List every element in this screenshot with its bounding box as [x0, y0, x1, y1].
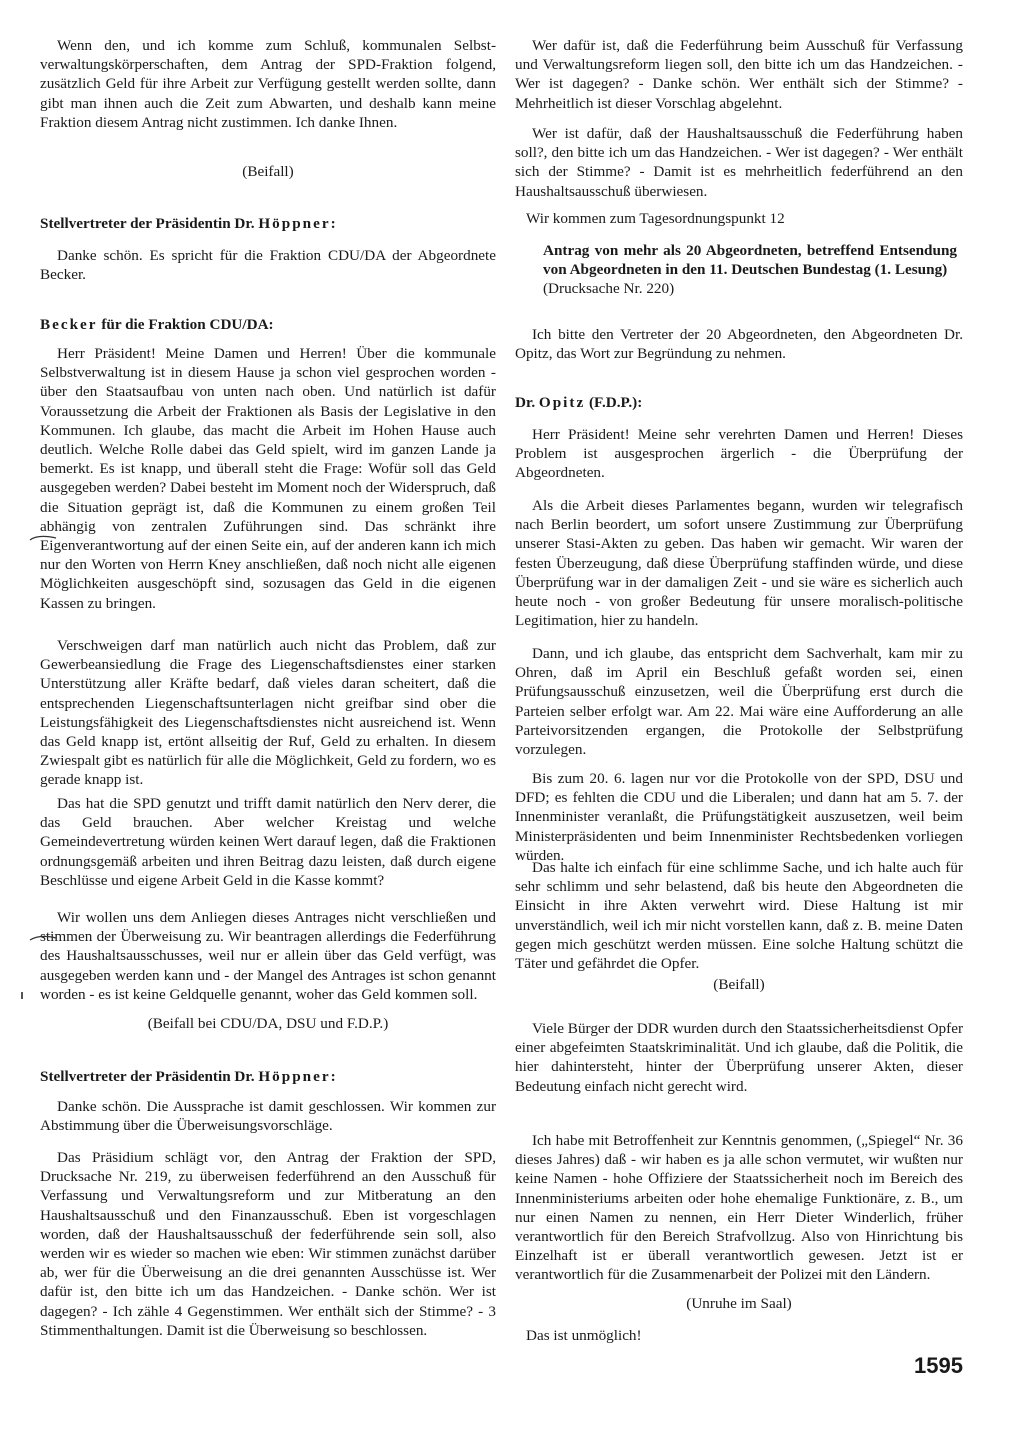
applause-note: (Beifall)	[242, 163, 294, 180]
paragraph: Verschweigen darf man natürlich auch nicht das Problem, daß zur Gewerbeansiedlung die Frage des Liegenschaftsdienstes einer starken Unterstützung aller Kräfte bedarf, daß vieles daran scheitert, daß die entsprechenden Liegenschaftsunterlagen nicht greifbar sind ober die Leistungsfähigkeit des Liegenschaftsdienstes nicht ausreichend ist. Wenn das Geld knapp ist, ertönt allseitig der Ruf, Geld zu erhalten. In diesem Zwiespalt gibt es natürlich für alle die Möglichkeit, Geld zu fordern, wo es gerade knapp ist.	[40, 637, 496, 789]
paragraph: Wenn den, und ich komme zum Schluß, kommunalen Selbst-verwaltungskörperschaften, dem Antrag der SPD-Fraktion folgend, zusätzlich Geld für ihre Arbeit zur Verfügung gestellt werden sollte, dann gibt man ihnen auch die Zeit zum Abwarten, und deshalb kann meine Fraktion diesem Antrag nicht zustimmen. Ich danke Ihnen.	[40, 37, 496, 131]
page-number: 1595	[914, 1353, 963, 1378]
paragraph: Wir wollen uns dem Anliegen dieses Antrages nicht verschließen und stimmen der Überweisung zu. Wir beantragen allerdings die Federführung des Haushaltsausschusses, weil nur er allein über das Geld verfügt, was ausgegeben werden kann und - der Mangel des Antrages ist schon genannt worden - es ist keine Geldquelle genannt, woher das Geld kommen soll.	[40, 909, 496, 1003]
margin-dot-mark	[18, 990, 26, 1002]
paragraph: Herr Präsident! Meine sehr verehrten Damen und Herren! Dieses Problem ist ausgesprochen ärgerlich - die Überprüfung der Abgeordneten.	[515, 426, 963, 482]
paragraph: Herr Präsident! Meine Damen und Herren! Über die kommunale Selbstverwaltung ist in diesem Hause ja schon viel gesprochen worden - über den Staatsaufbau von unten nach oben. Und natürlich ist dafür Voraussetzung die Arbeit der Fraktionen als Basis der Legislative in den Kommunen. Ich glaube, das macht die Arbeit im Hohen Hause auch deutlich. Welche Rolle dabei das Geld spielt, wird im ganzen Lande ja bemerkt. Es ist knapp, und überall steht die Frage: Wofür soll das Geld ausgegeben werden? Dabei besteht im Moment noch der Widerspruch, daß die Situation geprägt ist, daß die Kommunen zu einem großen Teil abhängig von zentralen Zuführungen sind. Das schränkt ihre Eigenverantwortung auf der einen Seite ein, auf der anderen kann ich mich nur den Worten von Herrn Kney anschließen, daß noch nicht alle eigenen Möglichkeiten ausgeschöpft sind, sozusagen das Geld in die eigenen Kassen zu bringen.	[40, 345, 496, 612]
paragraph: Ich habe mit Betroffenheit zur Kenntnis genommen, („Spiegel“ Nr. 36 dieses Jahres) daß - wir haben es ja alle schon vermutet, wir wußten nur keine Namen - hohe Offiziere der Staatssicherheit noch im Bereich des Innenministeriums arbeiten oder hohe ehemalige Funktionäre, z. B., um nur einen Namen zu nennen, ein Herr Dieter Winderlich, früher verantwortlich für den Bereich Strafvollzug. Also von Hinrichtung bis Einzelhaft ist er überall verantwortlich gewesen. Jetzt ist er verantwortlich für die Zusammenarbeit der Polizei mit den Ländern.	[515, 1132, 963, 1284]
agenda-item: Wir kommen zum Tagesordnungspunkt 12	[526, 210, 785, 227]
speaker-heading: Dr. Opitz (F.D.P.):	[515, 394, 643, 411]
motion-title: Antrag von mehr als 20 Abgeordneten, betreffend Entsendung von Abgeordneten in den 11. Deutschen Bundestag (1. Lesung)	[543, 242, 957, 279]
motion-block	[515, 241, 963, 299]
paragraph: Viele Bürger der DDR wurden durch den Staatssicherheitsdienst Opfer einer abgefeimten Staatskriminalität. Und ich glaube, daß die Politik, die hier dahintersteht, hinter der Überprüfung unserer Akten, dieser Bedeutung einfach nicht gerecht wird.	[515, 1020, 963, 1095]
margin-pen-mark	[28, 928, 58, 950]
document-number: (Drucksache Nr. 220)	[543, 280, 675, 298]
paragraph: Danke schön. Es spricht für die Fraktion CDU/DA der Abgeordnete Becker.	[40, 247, 496, 284]
paragraph: Das ist unmöglich!	[526, 1327, 642, 1344]
paragraph: Als die Arbeit dieses Parlamentes begann, wurden wir telegrafisch nach Berlin beordert, um sofort unsere Zustimmung zur Überprüfung unserer Stasi-Akten zu geben. Das haben wir gemacht. Wir waren der festen Überzeugung, daß diese Überprüfung staffinden würde, und diese Überprüfung war in der damaligen Zeit - und sie wäre es sicherlich auch heute noch - von großer Bedeutung für unsere moralisch-politische Legitimation, hier zu handeln.	[515, 497, 963, 630]
speaker-heading: Stellvertreter der Präsidentin Dr. Höppner:	[40, 1068, 336, 1085]
paragraph: Bis zum 20. 6. lagen nur vor die Protokolle von der SPD, DSU und DFD; es fehlten die CDU und die Liberalen; und dann hat am 5. 7. der Innenminister veranlaßt, die Prüfungstätigkeit auszusetzen, weil beim Ministerpräsidenten und beim Innenminister Rechtsbedenken vorliegen würden.	[515, 770, 963, 864]
paragraph: Das halte ich einfach für eine schlimme Sache, und ich halte auch für sehr schlimm und sehr belastend, daß bis heute den Abgeordneten die Einsicht in ihre Akten verwehrt wird. Diese Haltung ist mir unverständlich, weil ich mir nicht vorstellen kann, daß z. B. meine Daten gegen mich geschützt werden müssen. Eine solche Haltung schützt die Täter und gefährdet die Opfer.	[515, 859, 963, 973]
paragraph: Wer ist dafür, daß der Haushaltsausschuß die Federführung haben soll?, den bitte ich um das Handzeichen. - Wer ist dagegen? - Wer enthält sich der Stimme? - Damit ist es mehrheitlich federführend an den Haushaltsausschuß überwiesen.	[515, 125, 963, 200]
margin-pen-mark	[28, 526, 58, 548]
speaker-heading: Stellvertreter der Präsidentin Dr. Höppner:	[40, 215, 336, 232]
paragraph: Ich bitte den Vertreter der 20 Abgeordneten, den Abgeordneten Dr. Opitz, das Wort zur Begründung zu nehmen.	[515, 326, 963, 363]
paragraph: Danke schön. Die Aussprache ist damit geschlossen. Wir kommen zur Abstimmung über die Überweisungsvorschläge.	[40, 1098, 496, 1135]
interjection-note: (Unruhe im Saal)	[686, 1295, 792, 1312]
speaker-heading: Becker für die Fraktion CDU/DA:	[40, 316, 274, 333]
paragraph: Das hat die SPD genutzt und trifft damit natürlich den Nerv derer, die das Geld brauchen. Aber welcher Kreistag und welche Gemeindevertretung würden keinen Wert darauf legen, daß die Fraktionen ordnungsgemäß arbeiten und ihren Beitrag dazu leisten, daß durch eigene Beschlüsse und eigene Arbeit Geld in die Kasse kommt?	[40, 795, 496, 889]
paragraph: Wer dafür ist, daß die Federführung beim Ausschuß für Verfassung und Verwaltungsreform liegen soll, den bitte ich um das Handzeichen. - Wer ist dagegen? - Danke schön. Wer enthält sich der Stimme? - Mehrheitlich ist dieser Vorschlag abgelehnt.	[515, 37, 963, 112]
paragraph: Das Präsidium schlägt vor, den Antrag der Fraktion der SPD, Drucksache Nr. 219, zu überweisen federführend an den Ausschuß für Verfassung und Verwaltungsreform und zur Mitberatung an den Haushaltsausschuß und den Finanzausschuß. Eben ist vorgeschlagen worden, daß der Haushaltsausschuß der federführende sein soll, also werden wir es wieder so machen wie eben: Wir stimmen zunächst darüber ab, wer für die Überweisung an die drei genannten Ausschüsse ist. Wer dafür ist, den bitte ich um das Handzeichen. - Danke schön. Wer ist dagegen? - Ich zähle 4 Gegenstimmen. Wer enthält sich der Stimme? - 3 Stimmenthaltungen. Damit ist die Überweisung so beschlossen.	[40, 1149, 496, 1339]
applause-note: (Beifall bei CDU/DA, DSU und F.D.P.)	[147, 1015, 389, 1032]
paragraph: Dann, und ich glaube, das entspricht dem Sachverhalt, kam mir zu Ohren, daß im April ein Beschluß gefaßt worden sei, einen Prüfungsausschuß einzusetzen, weil die Überprüfung erst durch die Parteien selber erfolgt war. Am 22. Mai wäre eine Aufforderung an alle Parteivorsitzenden ergangen, die Protokolle der Selbstprüfung vorzulegen.	[515, 645, 963, 759]
applause-note: (Beifall)	[713, 976, 765, 993]
